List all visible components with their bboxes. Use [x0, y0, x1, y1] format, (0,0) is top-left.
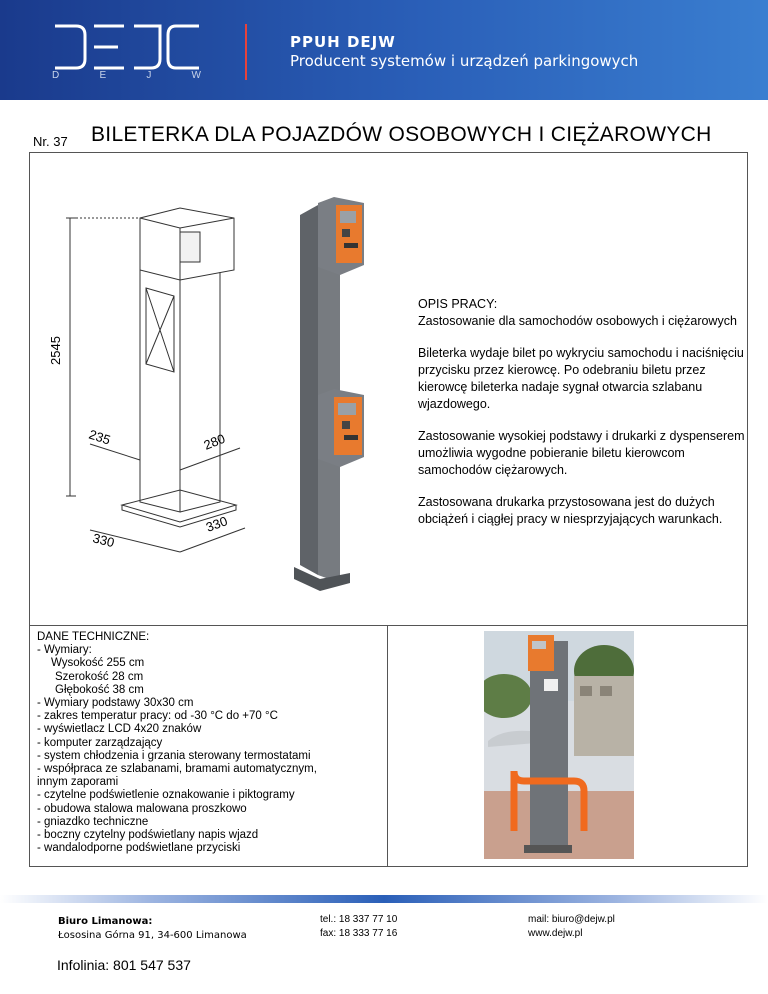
tech-heading: DANE TECHNICZNE:: [37, 631, 150, 643]
tech-item: - zakres temperatur pracy: od -30 °C do +70 °C: [37, 710, 278, 723]
tech-item: - system chłodzenia i grzania sterowany termostatami: [37, 749, 311, 762]
logo-letters: [52, 70, 202, 81]
tech-item: - gniazdko techniczne: [37, 815, 149, 828]
description-paragraph: Zastosowanie wysokiej podstawy i drukarki z dyspenserem umożliwia wygodne pobieranie biletu kierowcom samochodów ciężarowych.: [418, 429, 745, 477]
logo-letter: W: [191, 70, 202, 81]
dejw-logo-icon: [52, 22, 202, 72]
tech-item: - komputer zarządzający: [37, 736, 163, 749]
office-street: Łososina Górna 91, 34-600 Limanowa: [58, 930, 247, 941]
dim-width-a: 235: [87, 426, 113, 448]
tech-item: Głębokość 38 cm: [55, 683, 144, 696]
tech-item: - wyświetlacz LCD 4x20 znaków: [37, 723, 202, 736]
work-description: [418, 296, 748, 543]
footer-line: [0, 895, 768, 903]
logo-letter: J: [146, 70, 153, 81]
tech-item: Wysokość 255 cm: [51, 657, 145, 670]
office-address: [58, 915, 247, 943]
document-title: BILETERKA DLA POJAZDÓW OSOBOWYCH I CIĘŻAROWYCH: [91, 123, 712, 146]
page-header: [0, 0, 768, 100]
fax-number: fax: 18 333 77 16: [320, 928, 398, 939]
logo-letter: E: [99, 70, 108, 81]
company-name: PPUH DEJW: [290, 33, 396, 51]
tech-item: - obudowa stalowa malowana proszkowo: [37, 802, 247, 815]
dim-base-b: 330: [203, 513, 230, 535]
contact-block: [528, 913, 615, 941]
dim-base-a: 330: [91, 530, 116, 551]
phone-number: tel.: 18 337 77 10: [320, 914, 398, 925]
tech-item: - boczny czytelny podświetlany napis wjazd: [37, 829, 259, 842]
product-illustration: [290, 195, 400, 595]
tech-item: - czytelne podświetlenie oznakowanie i piktogramy: [37, 789, 295, 802]
dim-height: 2545: [48, 336, 63, 365]
technical-drawing: [30, 160, 290, 580]
tech-item: - Wymiary podstawy 30x30 cm: [37, 697, 194, 710]
logo-letter: D: [52, 70, 61, 81]
tech-item: - Wymiary:: [37, 644, 92, 657]
tech-item: innym zaporami: [37, 776, 119, 789]
dim-width-b: 280: [201, 430, 228, 453]
description-heading: OPIS PRACY:: [418, 297, 498, 311]
phone-block: [320, 913, 397, 941]
technical-data: [37, 631, 382, 855]
company-tagline: Producent systemów i urządzeń parkingowych: [290, 52, 639, 70]
description-paragraph: Bileterka wydaje bilet po wykryciu samochodu i naciśnięciu przycisku przez kierowcę. Po odebraniu biletu przez kierowcę bileterka nadaje sygnał otwarcia szlabanu wjazdowego.: [418, 346, 744, 411]
website-link[interactable]: www.dejw.pl: [528, 928, 583, 939]
description-paragraph: Zastosowana drukarka przystosowana jest do dużych obciążeń i ciągłej pracy w niesprzyjających warunkach.: [418, 495, 723, 526]
document-number: Nr. 37: [33, 134, 68, 149]
header-divider: [245, 24, 247, 80]
tech-item: Szerokość 28 cm: [55, 670, 144, 683]
installation-photo: [484, 631, 634, 859]
tech-item: - współpraca ze szlabanami, bramami automatycznym,: [37, 763, 317, 776]
email-link[interactable]: mail: biuro@dejw.pl: [528, 914, 615, 925]
tech-item: - wandalodporne podświetlane przyciski: [37, 842, 241, 855]
hotline: Infolinia: 801 547 537: [57, 957, 191, 973]
description-line1: Zastosowanie dla samochodów osobowych i ciężarowych: [418, 314, 737, 328]
office-label: Biuro Limanowa:: [58, 916, 153, 927]
